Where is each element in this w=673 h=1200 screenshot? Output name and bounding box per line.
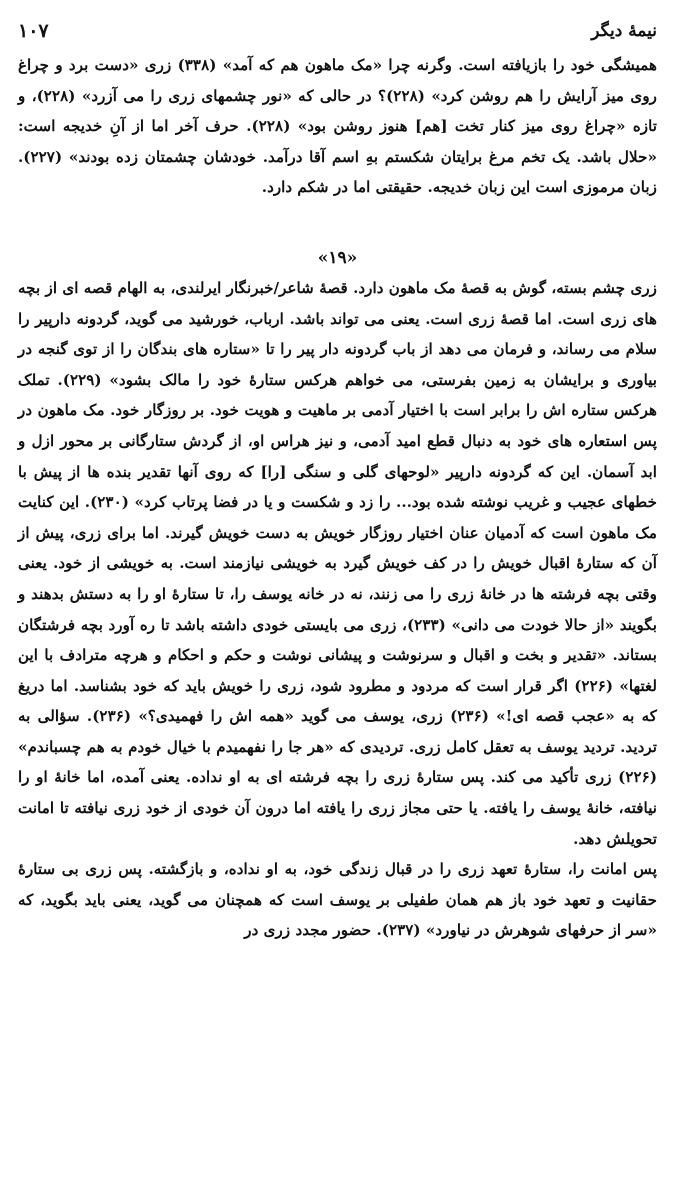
page-number: ۱۰۷ <box>18 20 49 42</box>
running-title: نیمهٔ دیگر <box>591 21 657 41</box>
paragraph: همیشگی خود را بازیافته است. وگرنه چرا «مک ماهون هم که آمد» (۳۳۸) زری «دست برد و چراغ روی میز آرایش را هم روشن کرد» (۲۲۸)؟ در حالی که «نور چشمهای زری را می آزرد» (۲۲۸)، و تازه «چراغ روی میز کنار تخت [هم] هنوز روشن بود» (۲۲۸). حرف آخر اما از آنِ خدیجه است: «حلال باشد. یک تخم مرغ برایتان شکستم بهِ اسم آقا درآمد. خودشان چشمتان زده بودند» (۲۲۷). زبان مرموزی است این زبان خدیجه. حقیقتی اما در شکم دارد. <box>18 56 658 197</box>
page-header <box>18 14 657 48</box>
paragraph: پس امانت را، ستارهٔ تعهد زری را در قبال زندگی خود، به او نداده، و بازگشته. پس زری بی ستارهٔ حقانیت و تعهد خود باز هم همان طفیلی بر یوسف است که همچنان می گوید، یعنی باید بگوید، که «سر از حرفهای شوهرش در نیاورد» (۲۳۷). حضور مجدد زری در <box>18 860 657 940</box>
paragraph: زری چشم بسته، گوش به قصهٔ مک ماهون دارد. قصهٔ شاعر/خبرنگار ایرلندی، به الهام قصه ای از بچه های زری است. اما قصهٔ زری است. یعنی می تواند باشد. ارباب، خورشید می گوید، گردونه دارپیر را سلام می رساند، و فرمان می دهد از باب گردونه دار پیر را تا «ستاره های بندگان را از توی گنجه در بیاوری و برایشان به زمین بفرستی، می خواهم هرکس ستارهٔ خود را مالک بشود» (۲۲۹). تملک هرکس ستاره اش را برابر است با اختیار آدمی بر ماهیت و هویت خود. بر روزگار خود. مک ماهون در پس استعاره های خود به دنبال قطع امید آدمی، و نیز هراس او، از گردش ستارگانی بر محور ازل و ابد آسمان. این که گردونه دارپیر «لوحهای گلی و سنگی [را] که روی آنها تقدیر بنده ها از پیش با خطهای عجیب و غریب نوشته شده بود... را زد و شکست و یا در فضا پرتاب کرد» (۲۳۰). این کنایت مک ماهون است که آدمیان عنان اختیار روزگار خویش به دست خویش گیرند. اما برای زری، پیش از آن که ستارهٔ اقبال خویش را در کف خویش گیرد به خویشی نیازمند است. به خویشی از خود. یعنی وقتی بچه فرشته ها در خانهٔ زری را می زنند، نه در خانه یوسف را، تا ستارهٔ او را به دستش بدهند و بگویند «از حالا خودت می دانی» (۲۳۳)، زری می بایستی خودی داشته باشد تا ره آورد بچه فرشتگان بستاند. «تقدیر و بخت و اقبال و سرنوشت و پیشانی نوشت و حکم و احکام و هرچه مترادف با این لغتها» (۲۲۶) اگر قرار است که مردود و مطرود شود، زری را خویش باید که خود بشناسد. اما دریغ که به «عجب قصه ای!» (۲۳۶) زری، یوسف می گوید «همه اش را فهمیدی؟» (۲۳۶). سؤالی به تردید. تردید یوسف به تعقل کامل زری. تردیدی که «هر جا را نفهمیدم با خیال خودم به هم چسباندم» (۲۲۶) زری تأکید می کند. پس ستارهٔ زری را بچه فرشته ای به او نداده. یعنی آمده، اما خانهٔ او را نیافته، خانهٔ یوسف را یافته. یا حتی مجاز زری را یافته اما درون آن خودی از خود زری نیافته تا امانت تحویلش دهد. <box>18 278 658 848</box>
section-heading: «۱۹» <box>317 247 358 268</box>
